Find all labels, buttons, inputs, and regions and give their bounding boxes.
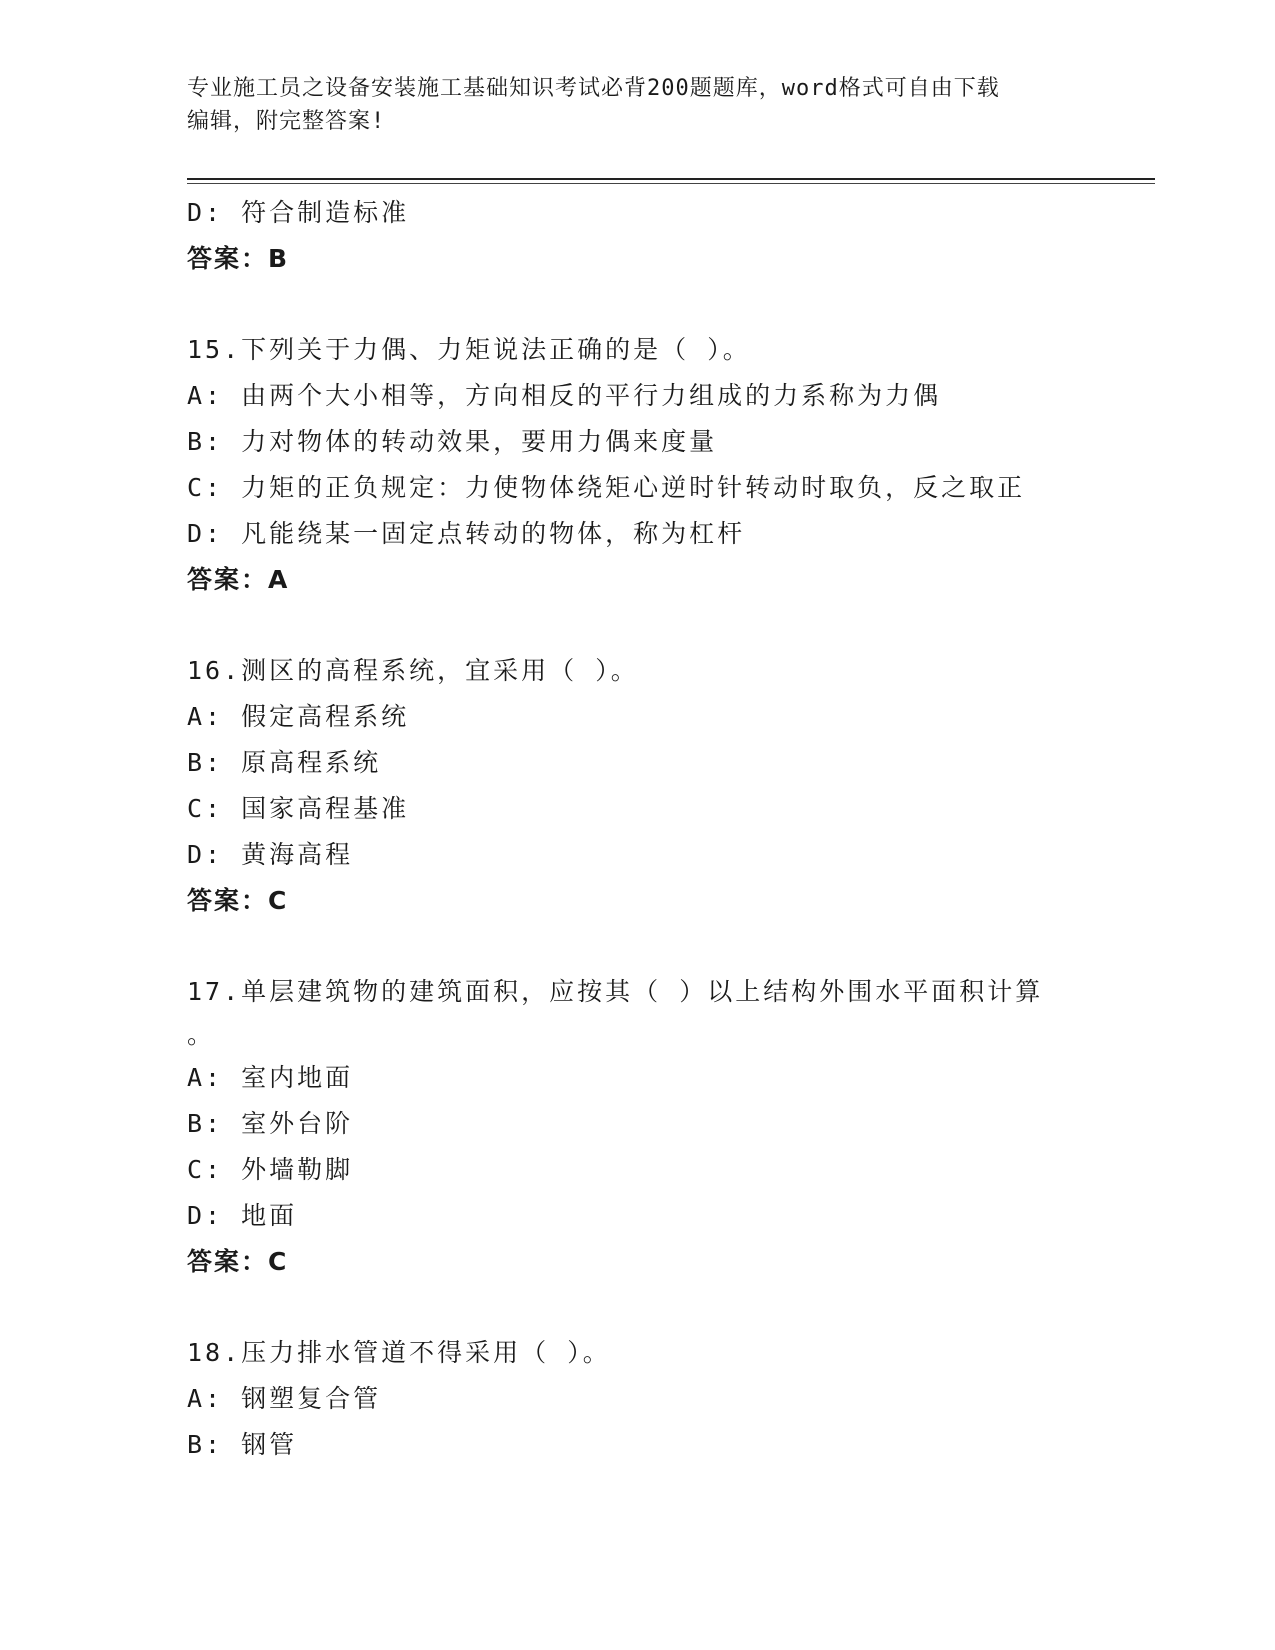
answer: 答案：C <box>187 1247 289 1276</box>
question-block-17 <box>187 969 1087 1285</box>
answer: 答案：B <box>187 244 290 273</box>
option-d: D: 符合制造标准 <box>187 198 410 227</box>
question-block-15 <box>187 327 1087 603</box>
option-c: C: 力矩的正负规定：力使物体绕矩心逆时针转动时取负，反之取正 <box>187 473 1026 502</box>
document-header <box>187 72 1087 138</box>
option-a: A: 由两个大小相等，方向相反的平行力组成的力系称为力偶 <box>187 381 942 410</box>
option-d: D: 凡能绕某一固定点转动的物体，称为杠杆 <box>187 519 746 548</box>
option-c: C: 外墙勒脚 <box>187 1155 354 1184</box>
header-title-line2: 编辑，附完整答案! <box>187 109 386 134</box>
header-divider-thick <box>187 178 1155 180</box>
option-d: D: 黄海高程 <box>187 840 354 869</box>
option-c: C: 国家高程基准 <box>187 794 410 823</box>
header-title-line1: 专业施工员之设备安装施工基础知识考试必背200题题库，word格式可自由下载 <box>187 76 1000 101</box>
option-b: B: 钢管 <box>187 1430 298 1459</box>
option-b: B: 力对物体的转动效果，要用力偶来度量 <box>187 427 718 456</box>
question-list <box>187 190 1087 1468</box>
option-a: A: 室内地面 <box>187 1063 354 1092</box>
option-b: B: 室外台阶 <box>187 1109 354 1138</box>
question-block-14 <box>187 190 1087 282</box>
option-a: A: 假定高程系统 <box>187 702 410 731</box>
question-block-16 <box>187 648 1087 924</box>
header-divider-thin <box>187 183 1155 184</box>
question-block-18 <box>187 1330 1087 1468</box>
question-text-line1: 17.单层建筑物的建筑面积，应按其（ ）以上结构外围水平面积计算 <box>187 977 1044 1006</box>
option-b: B: 原高程系统 <box>187 748 382 777</box>
answer: 答案：C <box>187 886 289 915</box>
option-a: A: 钢塑复合管 <box>187 1384 382 1413</box>
option-d: D: 地面 <box>187 1201 298 1230</box>
question-text: 15.下列关于力偶、力矩说法正确的是（ ）。 <box>187 335 751 364</box>
answer: 答案：A <box>187 565 290 594</box>
question-text-line2: 。 <box>187 1020 216 1049</box>
question-text: 18.压力排水管道不得采用（ ）。 <box>187 1338 611 1367</box>
question-text: 16.测区的高程系统，宜采用（ ）。 <box>187 656 639 685</box>
